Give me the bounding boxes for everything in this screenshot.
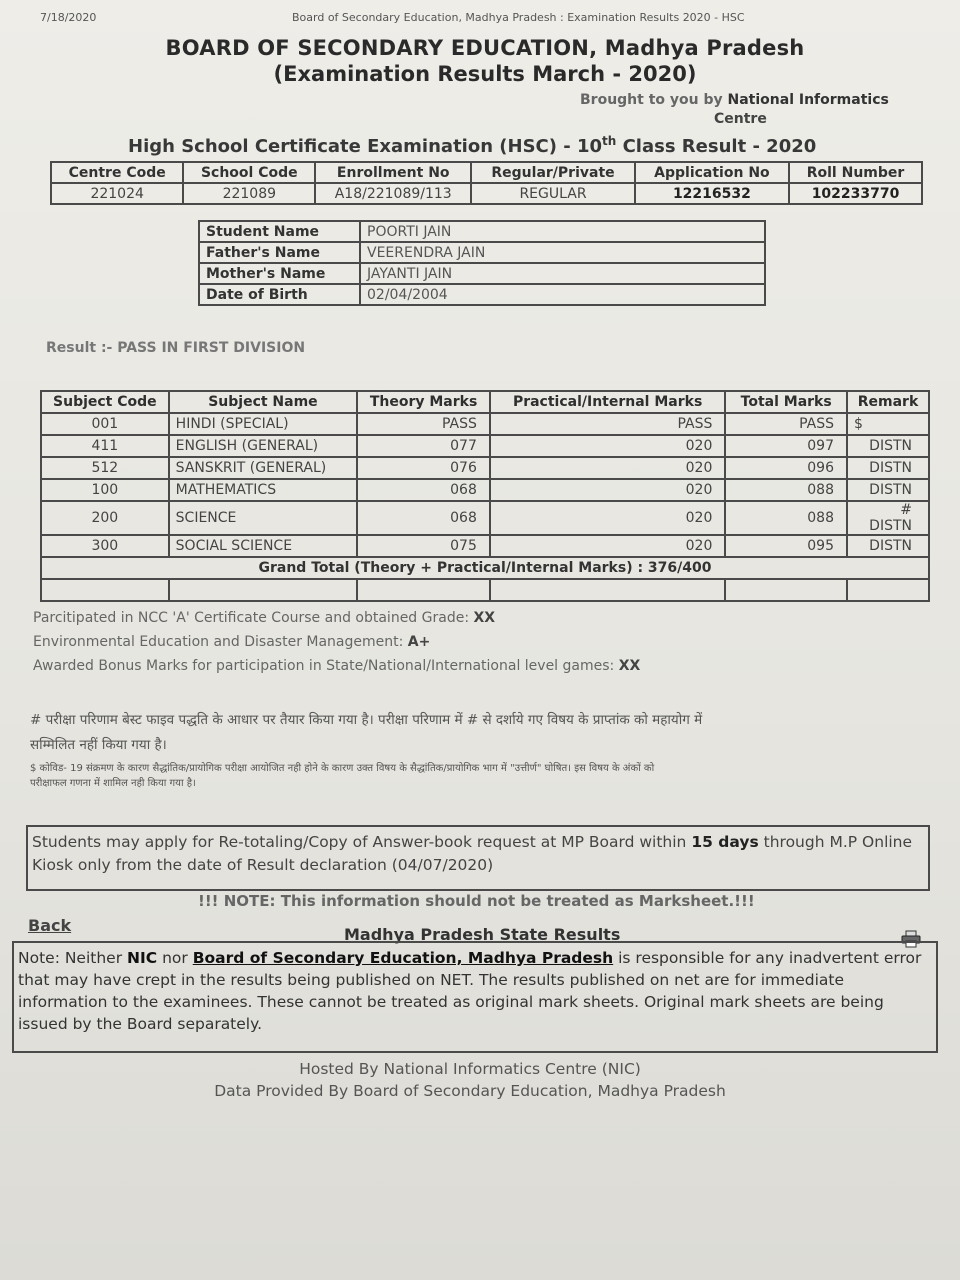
grand-total-row <box>41 557 929 579</box>
grand-total: Grand Total (Theory + Practical/Internal Marks) : 376/400 <box>41 557 929 579</box>
subject-name: ENGLISH (GENERAL) <box>169 435 358 457</box>
info-header: Enrollment No <box>315 162 471 183</box>
bonus-value: XX <box>618 658 641 674</box>
practical-marks: 020 <box>490 479 726 501</box>
info-header: Application No <box>635 162 789 183</box>
regular-private: REGULAR <box>471 183 635 204</box>
remark: DISTN <box>847 457 929 479</box>
disclaimer-mid: nor <box>162 949 188 967</box>
disclaimer-pre: Note: Neither <box>18 949 123 967</box>
subject-name: MATHEMATICS <box>169 479 358 501</box>
theory-marks: 077 <box>357 435 490 457</box>
ncc-label: Parcitipated in NCC 'A' Certificate Course and obtained Grade: <box>33 610 470 626</box>
blank-cell <box>41 579 169 601</box>
hindi-note-line3: $ कोविड- 19 संक्रमण के कारण सैद्धांतिक/प्रायोगिक परीक्षा आयोजित नही होने के कारण उक्त विषय के सैद्धांतिक/प्रायोगिक भाग में "उत्तीर्ण" घोषित। इस विषय के अंकों को <box>30 763 655 774</box>
school-code: 221089 <box>183 183 315 204</box>
info-value-row <box>51 183 922 204</box>
father-name: VEERENDRA JAIN <box>360 242 765 263</box>
marks-row <box>41 413 929 435</box>
hsc-title-pre: High School Certificate Examination (HSC) - 10 <box>128 136 603 157</box>
theory-marks: 076 <box>357 457 490 479</box>
disclaimer <box>12 941 938 1053</box>
disclaimer-board-link[interactable]: Board of Secondary Education, Madhya Pradesh <box>192 949 614 967</box>
marks-header: Theory Marks <box>357 391 490 413</box>
remark: # DISTN <box>847 501 929 535</box>
retotal-post: through M.P Online <box>763 833 913 851</box>
exam-title: (Examination Results March - 2020) <box>273 62 697 86</box>
print-date: 7/18/2020 <box>40 11 97 24</box>
env-grade: A+ <box>407 634 431 650</box>
ncc-line <box>33 610 495 626</box>
subject-code: 411 <box>41 435 169 457</box>
result-status: Result :- PASS IN FIRST DIVISION <box>46 340 306 356</box>
bonus-line <box>33 658 640 674</box>
student-name: POORTI JAIN <box>360 221 765 242</box>
practical-marks: 020 <box>490 435 726 457</box>
hindi-note-line4: परीक्षाफल गणना में शामिल नही किया गया है। <box>30 778 196 789</box>
brought-org-centre: Centre <box>714 111 767 127</box>
student-row <box>199 284 765 305</box>
blank-cell <box>725 579 847 601</box>
student-label: Student Name <box>199 221 360 242</box>
marks-header: Total Marks <box>725 391 847 413</box>
marks-row <box>41 457 929 479</box>
env-line <box>33 634 430 650</box>
date-of-birth: 02/04/2004 <box>360 284 765 305</box>
student-details-table <box>198 220 766 306</box>
practical-marks: 020 <box>490 535 726 557</box>
marks-row <box>41 501 929 535</box>
info-header-row <box>51 162 922 183</box>
enrollment-no: A18/221089/113 <box>315 183 471 204</box>
subject-code: 512 <box>41 457 169 479</box>
retotal-days: 15 days <box>691 833 759 851</box>
blank-row <box>41 579 929 601</box>
student-label: Father's Name <box>199 242 360 263</box>
centre-code: 221024 <box>51 183 183 204</box>
brought-prefix: Brought to you by <box>580 92 723 108</box>
practical-marks: PASS <box>490 413 726 435</box>
marks-table <box>40 390 930 602</box>
blank-cell <box>169 579 358 601</box>
disclaimer-nic: NIC <box>127 949 158 967</box>
info-header: Regular/Private <box>471 162 635 183</box>
bonus-label: Awarded Bonus Marks for participation in State/National/International level games: <box>33 658 615 674</box>
hindi-note-line1: # परीक्षा परिणाम बेस्ट फाइव पद्धति के आधार पर तैयार किया गया है। परीक्षा परिणाम में # से दर्शाये गए विषय के प्राप्तांक को महायोग में <box>30 712 703 728</box>
marks-header: Practical/Internal Marks <box>490 391 726 413</box>
total-marks: 097 <box>725 435 847 457</box>
remark: $ <box>847 413 929 435</box>
student-row <box>199 221 765 242</box>
state-results-link[interactable]: Madhya Pradesh State Results <box>344 925 621 944</box>
back-link[interactable]: Back <box>28 916 72 935</box>
env-label: Environmental Education and Disaster Management: <box>33 634 404 650</box>
practical-marks: 020 <box>490 457 726 479</box>
student-row <box>199 263 765 284</box>
total-marks: 088 <box>725 501 847 535</box>
subject-name: HINDI (SPECIAL) <box>169 413 358 435</box>
candidate-info-table <box>50 161 923 205</box>
theory-marks: 068 <box>357 501 490 535</box>
brought-by <box>580 92 889 108</box>
retotal-pre: Students may apply for Re-totaling/Copy of Answer-book request at MP Board within <box>32 833 687 851</box>
hsc-title <box>128 134 816 157</box>
roll-number: 102233770 <box>789 183 922 204</box>
subject-code: 100 <box>41 479 169 501</box>
student-label: Date of Birth <box>199 284 360 305</box>
blank-cell <box>357 579 490 601</box>
subject-name: SOCIAL SCIENCE <box>169 535 358 557</box>
print-header: Board of Secondary Education, Madhya Pradesh : Examination Results 2020 - HSC <box>292 11 745 24</box>
total-marks: 096 <box>725 457 847 479</box>
theory-marks: PASS <box>357 413 490 435</box>
mother-name: JAYANTI JAIN <box>360 263 765 284</box>
marks-row <box>41 535 929 557</box>
subject-code: 300 <box>41 535 169 557</box>
theory-marks: 075 <box>357 535 490 557</box>
marks-header: Subject Name <box>169 391 358 413</box>
total-marks: PASS <box>725 413 847 435</box>
theory-marks: 068 <box>357 479 490 501</box>
remark: DISTN <box>847 479 929 501</box>
retotal-line2: Kiosk only from the date of Result declaration (04/07/2020) <box>32 856 494 874</box>
subject-code: 001 <box>41 413 169 435</box>
ncc-grade: XX <box>473 610 496 626</box>
practical-marks: 020 <box>490 501 726 535</box>
remark: DISTN <box>847 535 929 557</box>
marks-header: Subject Code <box>41 391 169 413</box>
student-label: Mother's Name <box>199 263 360 284</box>
blank-cell <box>847 579 929 601</box>
footer-hosted: Hosted By National Informatics Centre (NIC) <box>299 1060 641 1078</box>
hsc-title-post: Class Result - 2020 <box>616 136 817 157</box>
marks-row <box>41 479 929 501</box>
brought-org: National Informatics <box>727 92 889 108</box>
subject-name: SCIENCE <box>169 501 358 535</box>
total-marks: 095 <box>725 535 847 557</box>
student-row <box>199 242 765 263</box>
hsc-title-sup: th <box>602 134 617 148</box>
board-title: BOARD OF SECONDARY EDUCATION, Madhya Pradesh <box>165 36 805 60</box>
disclaimer-post: is responsible for any inadvertent error that may have crept in the results being published on NET. The results published on net are for immediate information to the examinees. These cannot be treated as original mark sheets. Original mark sheets are being issued by the Board separately. <box>18 949 922 1033</box>
subject-name: SANSKRIT (GENERAL) <box>169 457 358 479</box>
marks-header: Remark <box>847 391 929 413</box>
application-no: 12216532 <box>635 183 789 204</box>
marksheet-warning: !!! NOTE: This information should not be treated as Marksheet.!!! <box>198 892 755 910</box>
hindi-note-line2: सम्मिलित नहीं किया गया है। <box>30 737 167 753</box>
blank-cell <box>490 579 726 601</box>
retotal-notice <box>26 825 930 891</box>
total-marks: 088 <box>725 479 847 501</box>
marks-header-row <box>41 391 929 413</box>
info-header: Centre Code <box>51 162 183 183</box>
marks-row <box>41 435 929 457</box>
subject-code: 200 <box>41 501 169 535</box>
remark: DISTN <box>847 435 929 457</box>
footer-provided: Data Provided By Board of Secondary Education, Madhya Pradesh <box>214 1082 726 1100</box>
info-header: Roll Number <box>789 162 922 183</box>
info-header: School Code <box>183 162 315 183</box>
